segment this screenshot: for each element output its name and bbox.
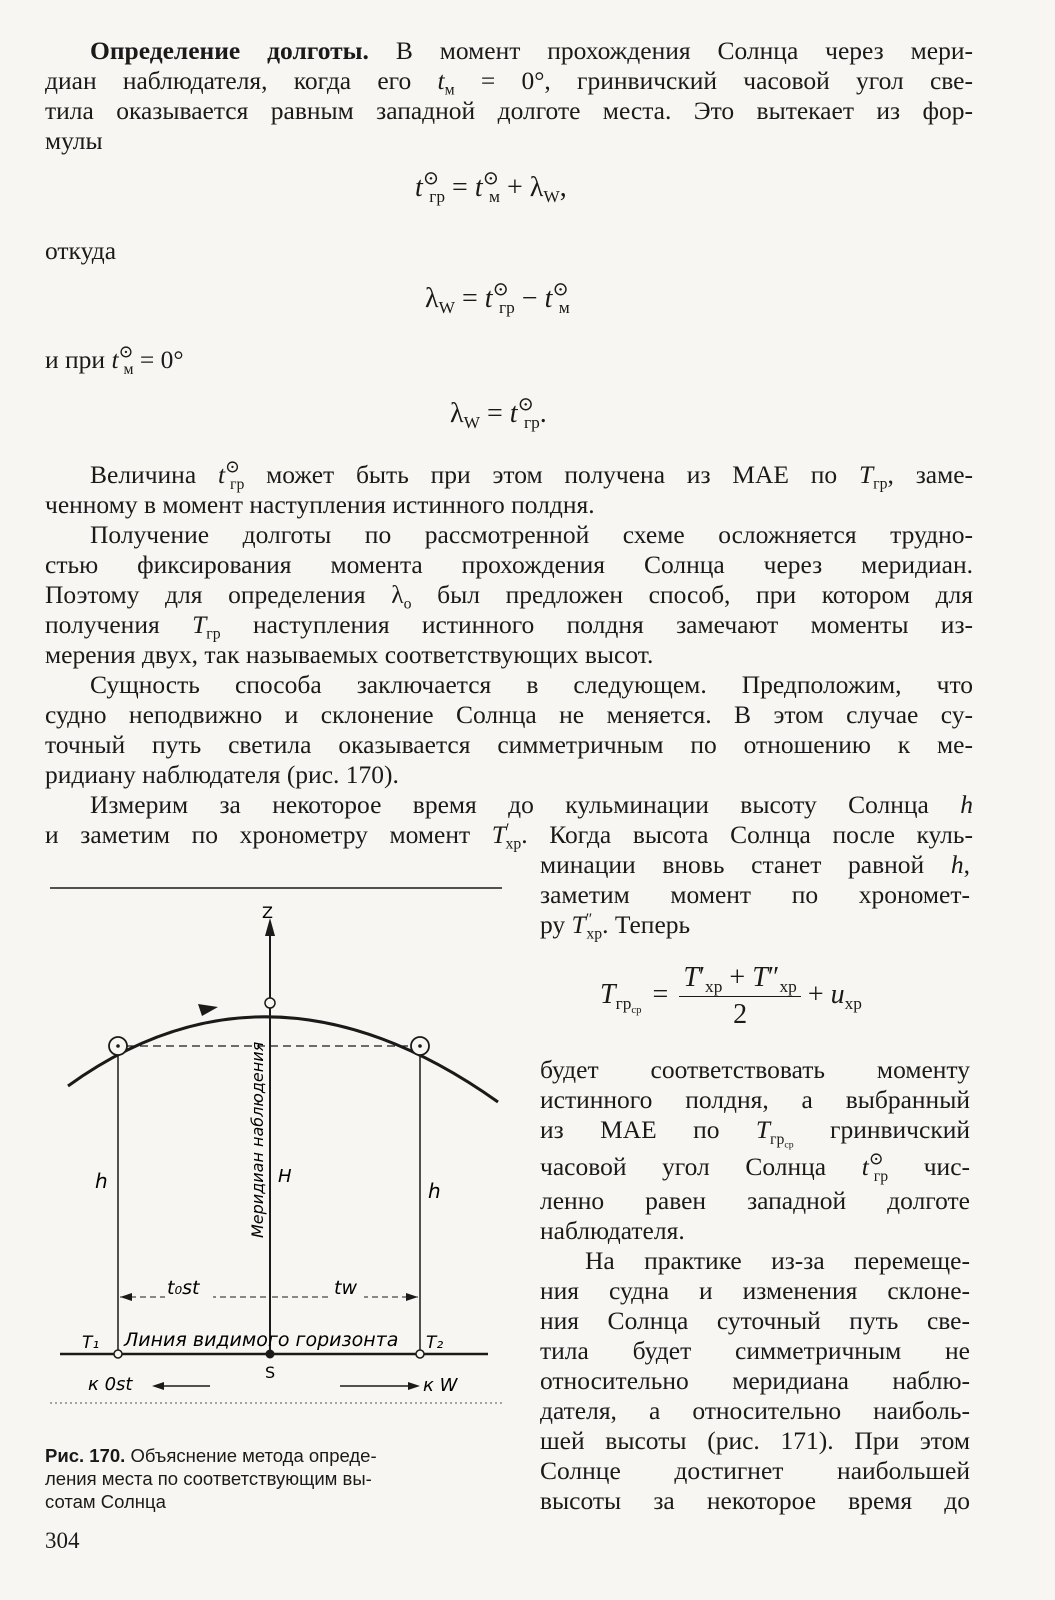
figure-caption: Рис. 170. Объяснение метода опреде- (45, 1445, 377, 1466)
paragraph-7-line-4: тила будет симметричным не (540, 1336, 970, 1365)
page-number: 304 (45, 1528, 80, 1553)
paragraph-6-line-3: из МАЕ по $T_{гр_{ср}}$ гринвичский (540, 1115, 970, 1150)
kw-label: к W (423, 1375, 458, 1396)
horizon-label: Линия видимого горизонта (124, 1329, 399, 1351)
paragraph-7-line-8: Солнце достигнет наибольшей (540, 1456, 970, 1485)
section-heading: Определение долготы. (90, 36, 369, 65)
paragraph-7-line-9: высоты за некоторое время до (540, 1486, 970, 1515)
s-label: S (265, 1363, 276, 1382)
paragraph-6-line-6: наблюдателя. (540, 1216, 685, 1245)
h-right-label: h (428, 1179, 441, 1203)
figure-caption-line-2: ления места по соответствующим вы- (45, 1468, 372, 1489)
paragraph-7-line-1: На практике из-за перемеще- (585, 1246, 970, 1275)
paragraph-6-line-4: часовой угол Солнца $t^⊙_{гр}$ чис- (540, 1148, 971, 1185)
paragraph-1-line-2: диан наблюдателя, когда его $t_м = 0^\circ$, гринвичский часовой угол све- (45, 66, 973, 99)
formula-3: $\lambda_W = t^⊙_{гр}$. (450, 394, 547, 433)
paragraph-7-line-7: шей высоты (рис. 171). При этом (540, 1426, 970, 1455)
paragraph-1-line-3: тила оказывается равным западной долготе места. Это вытекает из фор- (45, 96, 973, 125)
paragraph-7-line-2: ния судна и изменения склоне- (540, 1276, 970, 1305)
formula-2: $\lambda_W = t^⊙_{гр} - t^⊙_м$ (425, 279, 570, 318)
point-t1 (114, 1350, 122, 1358)
z-label: Z (262, 903, 273, 922)
paragraph-4-line-1: Сущность способа заключается в следующем. Предположим, что (90, 670, 973, 699)
paragraph-3-line-2: стью фиксирования момента прохождения Солнца через меридиан. (45, 550, 973, 579)
paragraph-4-line-4: ридиану наблюдателя (рис. 170). (45, 760, 399, 789)
paragraph-5-line-3: минации вновь станет равной h, (540, 850, 970, 879)
condition-line: и при $t^⊙_м = 0^\circ$ (45, 341, 184, 378)
paragraph-1-line-4: мулы (45, 126, 103, 155)
fraction: $\frac{T'_{хр} + T''_{хр}}{2}$ (679, 962, 800, 1031)
t2-label: T₂ (426, 1333, 444, 1353)
paragraph-4-line-3: точный путь светила оказывается симметричным по отношению к ме- (45, 730, 973, 759)
t1-label: T₁ (82, 1333, 100, 1353)
h-left-label: h (95, 1169, 108, 1193)
paragraph-5-line-4: заметим момент по хрономет- (540, 880, 970, 909)
paragraph-3-line-1: Получение долготы по рассмотренной схеме осложняется трудно- (90, 520, 973, 549)
tw-label: tw (334, 1277, 357, 1299)
sun-path-arrowhead (198, 1004, 218, 1016)
paragraph-5-line-5: ру $T''_{хр}$. Теперь (540, 910, 691, 943)
sun-path-arc (68, 1017, 498, 1102)
t0st-label: t₀st (167, 1277, 200, 1299)
formula-4: $T_{гр_{ср}}$ = $\frac{T'_{хр} + T''_{хр}}{2}$ + $u_{хр}$ (600, 962, 862, 1030)
paragraph-3-line-5: мерения двух, так называемых соответствующих высот. (45, 640, 654, 669)
H-center-label: H (278, 1166, 292, 1187)
paragraph-6-line-5: ленно равен западной долготе (540, 1186, 970, 1215)
paragraph-4-line-2: судно неподвижно и склонение Солнца не меняется. В этом случае су- (45, 700, 973, 729)
paragraph-7-line-5: относительно меридиана наблю- (540, 1366, 970, 1395)
paragraph-1-line-1: Определение долготы. В момент прохождения Солнца через мери- (90, 36, 973, 65)
paragraph-5-line-2: и заметим по хронометру момент $T'_{хр}$. Когда высота Солнца после куль- (45, 820, 974, 853)
culmination-point (265, 998, 275, 1008)
paragraph-3-line-4: получения $T_{гр}$ наступления истинного полдня замечают моменты из- (45, 610, 974, 643)
paragraph-5-line-1: Измерим за некоторое время до кульминации высоту Солнца h (90, 790, 973, 819)
paragraph-3-line-3: Поэтому для определения $\lambda_о$ был предложен способ, при котором для (45, 580, 974, 613)
figure-170 (40, 870, 520, 1410)
paragraph-6-line-2: истинного полдня, а выбранный (540, 1085, 970, 1114)
k0st-label: к 0st (88, 1374, 133, 1395)
paragraph-7-line-6: дателя, а относительно наиболь- (540, 1396, 970, 1425)
meridian-label: Меридиан наблюдения (248, 1041, 267, 1238)
figure-label: Рис. 170. (45, 1445, 126, 1466)
paragraph-2-line-2: ченному в момент наступления истинного полдня. (45, 490, 595, 519)
paragraph-2-line-1: Величина $t^⊙_{гр}$ может быть при этом получена из МАЕ по $T_{гр}$, заме- (90, 456, 974, 493)
word-otkuda: откуда (45, 236, 117, 265)
figure-caption-line-3: сотам Солнца (45, 1491, 166, 1512)
formula-1: $t^⊙_{гр} = t^⊙_м + \lambda_W$, (415, 168, 567, 207)
point-t2 (416, 1350, 424, 1358)
paragraph-7-line-3: ния Солнца суточный путь све- (540, 1306, 970, 1335)
paragraph-6-line-1: будет соответствовать моменту (540, 1055, 970, 1084)
